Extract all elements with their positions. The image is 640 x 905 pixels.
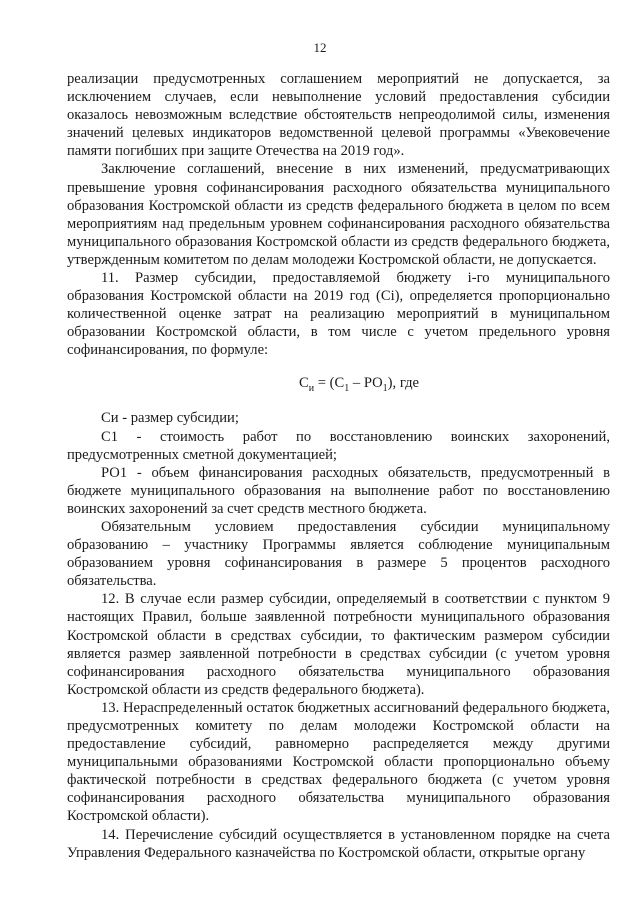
document-body [67, 70, 610, 862]
definition-cost-of-works: С1 - стоимость работ по восстановлению воинских захоронений, предусмотренных сметной документацией; [67, 428, 610, 463]
paragraph-11-subsidy-size: 11. Размер субсидии, предоставляемой бюджету i-го муниципального образования Костромской области на 2019 год (Ci), определяется пропорционально количественной оценке затрат на реализацию мероприятий в муниципальном образовании Костромской области, в том числе с учетом предельного уровня софинансирования, по формуле: [67, 270, 610, 359]
definition-local-budget-volume: РО1 - объем финансирования расходных обязательств, предусмотренный в бюджете муниципального образования на выполнение работ по восстановлению воинских захоронений за счет средств местного бюджета. [67, 464, 610, 517]
paragraph-cofinancing-condition: Обязательным условием предоставления субсидии муниципальному образованию – участнику Программы является соблюдение муниципальным образованием уровня софинансирования в размере 5 процентов расходного обязательства. [67, 518, 610, 590]
paragraph-13: 13. Нераспределенный остаток бюджетных ассигнований федерального бюджета, предусмотренных комитету по делам молодежи Костромской области на предоставление субсидий, равномерно распределяется между другими муниципальными образованиями Костромской области пропорционально объему фактической потребности в средствах федерального бюджета (с учетом уровня софинансирования расходного обязательства муниципального образования Костромской области). [67, 699, 610, 825]
paragraph-14: 14. Перечисление субсидий осуществляется в установленном порядке на счета Управления Федерального казначейства по Костромской области, открытые органу [67, 826, 610, 861]
paragraph-continuation: реализации предусмотренных соглашением мероприятий не допускается, за исключением случаев, если невыполнение условий предоставления субсидии оказалось невозможным вследствие обстоятельств непреодолимой силы, изменения значений целевых индикаторов ведомственной целевой программы «Увековечение памяти погибших при защите Отечества на 2019 год». [67, 71, 610, 160]
page-number: 12 [313, 40, 327, 55]
paragraph-agreements: Заключение соглашений, внесение в них изменений, предусматривающих превышение уровня софинансирования расходного обязательства муниципального образования Костромской области из средств федерального бюджета в целом по всем мероприятиям над предельным уровнем софинансирования расходного обязательства муниципального образования Костромской области из средств федерального бюджета, утвержденным комитетом по делам молодежи Костромской области, не допускается. [67, 161, 610, 268]
subsidy-formula: $С_и = (С_1 - РО_1)$, где [299, 374, 419, 394]
paragraph-12: 12. В случае если размер субсидии, определяемый в соответствии с пунктом 9 настоящих Правил, больше заявленной потребности муниципального образования Костромской области в средствах субсидии, то фактическим размером субсидии является размер заявленной потребности в средствах субсидии (с учетом уровня софинансирования расходного обязательства муниципального образования Костромской области из средств федерального бюджета). [67, 591, 610, 698]
definition-subsidy-size: Си - размер субсидии; [101, 410, 239, 427]
